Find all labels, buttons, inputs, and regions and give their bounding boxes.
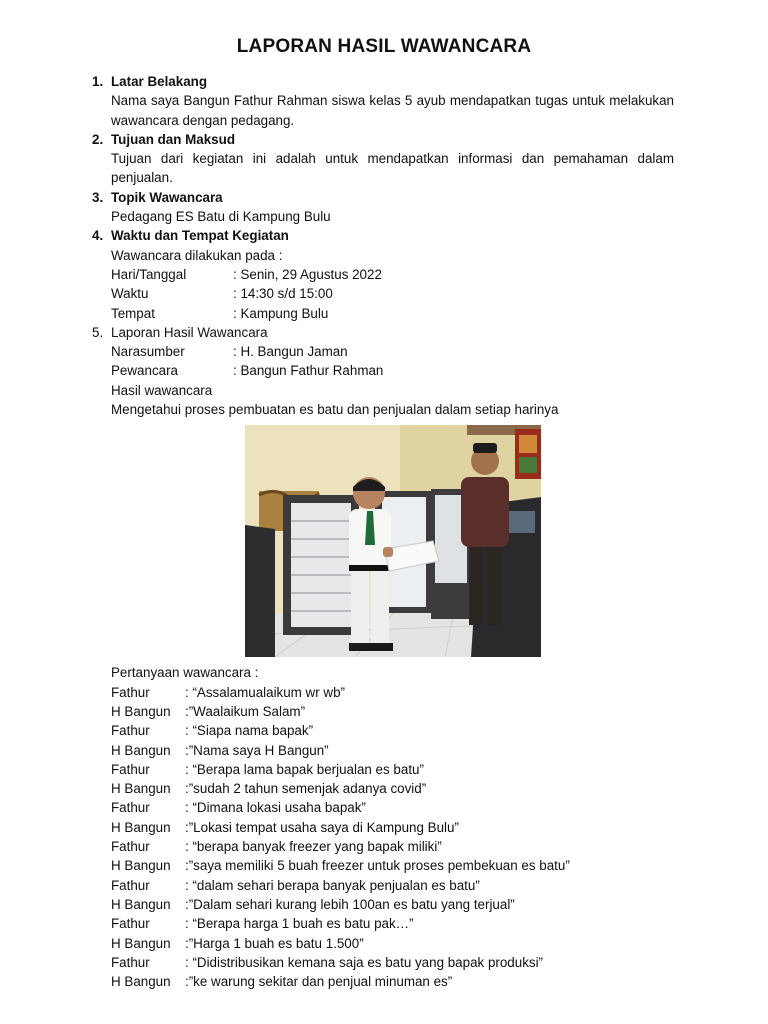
dialogue-line: [111, 683, 674, 702]
section-topik: [92, 188, 674, 227]
dialogue-line: [111, 837, 674, 856]
dialogue-text: :”saya memiliki 5 buah freezer untuk proses pembekuan es batu”: [185, 858, 570, 874]
section-number: 1.: [92, 74, 104, 89]
section-text: Pedagang ES Batu di Kampung Bulu: [111, 209, 331, 225]
dialogue-text: :”Dalam sehari kurang lebih 100an es batu yang terjual”: [185, 896, 515, 912]
section-latar-belakang: [92, 72, 674, 130]
interview-photo: [245, 425, 541, 657]
section-heading: Tujuan dan Maksud: [111, 131, 235, 147]
dialogue-line: [111, 702, 674, 721]
questions-label: Pertanyaan wawancara :: [111, 665, 259, 681]
dialogue-line: [111, 760, 674, 779]
detail-value: : Senin, 29 Agustus 2022: [233, 266, 382, 282]
document-title: LAPORAN HASIL WAWANCARA: [236, 36, 532, 57]
dialogue-speaker: Fathur: [111, 723, 150, 739]
dialogue-line: [111, 741, 674, 760]
section-text: Nama saya Bangun Fathur Rahman siswa kelas 5 ayub mendapatkan tugas untuk melakukan wawancara dengan pedagang.: [111, 93, 674, 128]
section-intro: Wawancara dilakukan pada :: [111, 247, 283, 263]
dialogue-text: : “Assalamualaikum wr wb”: [185, 684, 345, 700]
dialogue-text: : “dalam sehari berapa banyak penjualan es batu”: [185, 877, 480, 893]
dialogue-speaker: Fathur: [111, 761, 150, 777]
dialogue-text: : “Berapa lama bapak berjualan es batu”: [185, 761, 424, 777]
dialogue-speaker: Fathur: [111, 800, 150, 816]
dialogue-text: :”Waalaikum Salam”: [185, 703, 306, 719]
section-waktu-tempat: [92, 226, 674, 322]
dialogue-text: :”Nama saya H Bangun”: [185, 742, 329, 758]
section-heading: Topik Wawancara: [111, 189, 223, 205]
dialogue-speaker: Fathur: [111, 877, 150, 893]
dialogue-text: : “Dimana lokasi usaha bapak”: [185, 800, 366, 816]
dialogue-speaker: Fathur: [111, 916, 150, 932]
dialogue-line: [111, 934, 674, 953]
dialogue-text: : “Didistribusikan kemana saja es batu yang bapak produksi”: [185, 954, 544, 970]
dialogue-line: [111, 779, 674, 798]
dialogue-line: [111, 953, 674, 972]
result-text: Mengetahui proses pembuatan es batu dan penjualan dalam setiap harinya: [111, 402, 559, 418]
detail-key: Narasumber: [111, 344, 185, 360]
detail-row: [111, 265, 674, 284]
section-tujuan: [92, 130, 674, 188]
dialogue-line: [111, 895, 674, 914]
detail-row: [111, 304, 674, 323]
section-number: 4.: [92, 228, 104, 244]
detail-value: : Kampung Bulu: [233, 305, 329, 321]
dialogue-line: [111, 856, 674, 875]
dialogue-speaker: H Bangun: [111, 858, 171, 874]
detail-key: Pewancara: [111, 363, 178, 379]
document-body: [92, 72, 674, 991]
dialogue-line: [111, 818, 674, 837]
dialogue-speaker: H Bangun: [111, 742, 171, 758]
section-laporan: [92, 323, 674, 992]
detail-value: : Bangun Fathur Rahman: [233, 363, 384, 379]
dialogue-line: [111, 914, 674, 933]
detail-value: : 14:30 s/d 15:00: [233, 286, 333, 302]
dialogue-line: [111, 972, 674, 991]
dialogue-speaker: H Bangun: [111, 819, 171, 835]
dialogue-line: [111, 798, 674, 817]
section-number: 3.: [92, 189, 104, 205]
dialogue-line: [111, 876, 674, 895]
section-heading: Waktu dan Tempat Kegiatan: [111, 228, 289, 244]
dialogue-speaker: H Bangun: [111, 781, 171, 797]
dialogue-speaker: Fathur: [111, 839, 150, 855]
detail-key: Waktu: [111, 286, 149, 302]
detail-value: : H. Bangun Jaman: [233, 344, 348, 360]
section-text: Tujuan dari kegiatan ini adalah untuk mendapatkan informasi dan pemahaman dalam penjualan.: [111, 151, 674, 186]
dialogue-speaker: Fathur: [111, 684, 150, 700]
detail-key: Tempat: [111, 305, 155, 321]
dialogue-text: :”Lokasi tempat usaha saya di Kampung Bulu”: [185, 819, 459, 835]
section-number: 2.: [92, 131, 104, 147]
dialogue-speaker: H Bangun: [111, 896, 171, 912]
dialogue-speaker: H Bangun: [111, 974, 171, 990]
dialogue-text: : “berapa banyak freezer yang bapak miliki”: [185, 839, 442, 855]
dialogue-text: :”sudah 2 tahun semenjak adanya covid”: [185, 781, 427, 797]
section-heading: Latar Belakang: [111, 74, 208, 89]
section-heading: Laporan Hasil Wawancara: [111, 324, 268, 340]
result-label: Hasil wawancara: [111, 382, 213, 398]
dialogue-speaker: H Bangun: [111, 935, 171, 951]
dialogue-line: [111, 721, 674, 740]
dialogue-text: : “Berapa harga 1 buah es batu pak…”: [185, 916, 414, 932]
detail-row: [111, 361, 674, 380]
detail-row: [111, 284, 674, 303]
dialogue-text: :”ke warung sekitar dan penjual minuman es”: [185, 974, 453, 990]
detail-key: Hari/Tanggal: [111, 266, 187, 282]
section-number: 5.: [92, 324, 104, 340]
dialogue-text: :”Harga 1 buah es batu 1.500”: [185, 935, 364, 951]
dialogue-speaker: Fathur: [111, 954, 150, 970]
dialogue-speaker: H Bangun: [111, 703, 171, 719]
dialogue-text: : “Siapa nama bapak”: [185, 723, 314, 739]
detail-row: [111, 342, 674, 361]
